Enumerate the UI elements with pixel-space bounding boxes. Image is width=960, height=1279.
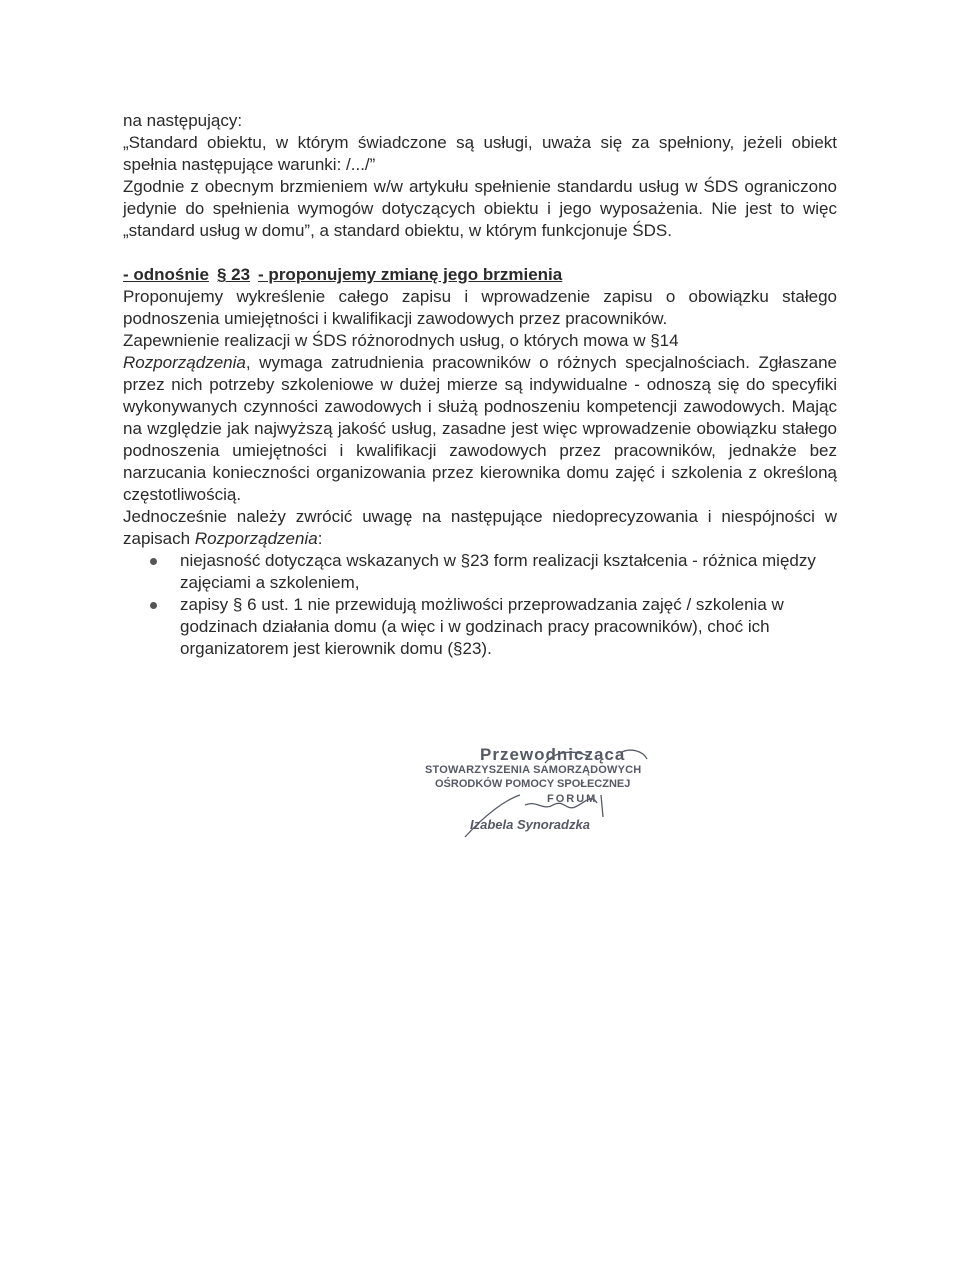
document-body <box>123 110 837 660</box>
stamp-org-line-1: STOWARZYSZENIA SAMORZĄDOWYCH <box>425 764 642 776</box>
handwritten-signature-icon <box>425 745 695 840</box>
justification-paragraph <box>123 330 837 506</box>
stamp-org-line-2: OŚRODKÓW POMOCY SPOŁECZNEJ <box>435 778 631 790</box>
stamp-org-line-3: FORUM <box>547 793 598 805</box>
justification-italic: Rozporządzenia <box>123 353 246 372</box>
justification-text-b: , wymaga zatrudnienia pracowników o różnych specjalnościach. Zgłaszane przez nich potrzeby szkoleniowe w dużej mierze są indywidualne - odnoszą się do specyfiki wykonywanych czynności zawodowych i służą podnoszeniu kompetencji zawodowych. Mając na względzie jak najwyższą jakość usług, zasadne jest więc wprowadzenie obowiązku stałego podnoszenia umiejętności i kwalifikacji zawodowych przez pracowników, jednakże bez narzucania konieczności organizowania przez kierownika domu zajęć i szkolenia z określoną częstotliwością. <box>123 353 837 504</box>
heading-part-1: - odnośnie <box>123 265 209 284</box>
remarks-text-a: Jednocześnie należy zwrócić uwagę na następujące niedoprecyzowania i niespójności w zapisach <box>123 507 837 548</box>
stamp-signatory: Izabela Synoradzka <box>470 817 590 832</box>
remarks-text-b: : <box>317 529 323 548</box>
list-item: niejasność dotycząca wskazanych w §23 form realizacji kształcenia - różnica między zajęciami a szkoleniem, <box>123 550 837 594</box>
signature-stamp <box>425 745 695 840</box>
list-item: zapisy § 6 ust. 1 nie przewidują możliwości przeprowadzania zajęć / szkolenia w godzinach działania domu (a więc i w godzinach pracy pracowników), choć ich organizatorem jest kierownik domu (§23). <box>123 594 837 660</box>
heading-part-2: § 23 <box>216 265 251 284</box>
intro-line: na następujący: <box>123 111 243 130</box>
remarks-paragraph <box>123 506 837 550</box>
remarks-italic: Rozporządzenia <box>194 529 318 548</box>
section-heading-23 <box>123 264 837 286</box>
proposal-paragraph: Proponujemy wykreślenie całego zapisu i wprowadzenie zapisu o obowiązku stałego podnoszenia umiejętności i kwalifikacji zawodowych przez pracowników. <box>123 287 837 328</box>
stamp-title: Przewodnicząca <box>480 745 626 764</box>
heading-part-3: - proponujemy zmianę jego brzmienia <box>258 265 563 284</box>
justification-text-a: Zapewnienie realizacji w ŚDS różnorodnych usług, o których mowa w §14 <box>123 331 679 350</box>
current-wording-paragraph: Zgodnie z obecnym brzmieniem w/w artykułu spełnienie standardu usług w ŚDS ograniczono jedynie do spełnienia wymogów dotyczących obiektu i jego wyposażenia. Nie jest to więc „standard usług w domu”, a standard obiektu, w którym funkcjonuje ŚDS. <box>123 177 837 240</box>
remarks-list <box>123 550 837 660</box>
quoted-standard: „Standard obiektu, w którym świadczone są usługi, uważa się za spełniony, jeżeli obiekt spełnia następujące warunki: /.../” <box>123 133 837 174</box>
